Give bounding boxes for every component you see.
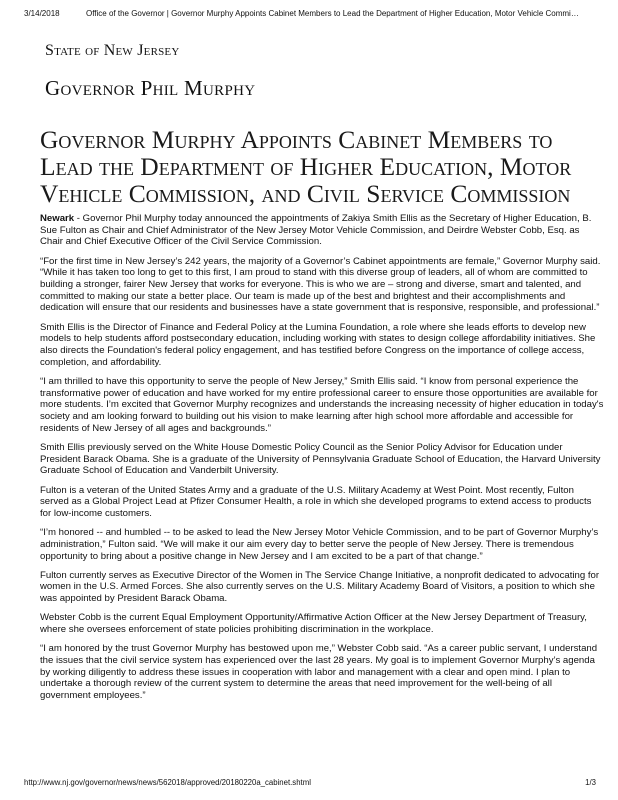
paragraph-governor-quote: “For the first time in New Jersey’s 242 years, the majority of a Governor’s Cabinet appointments are female,” Governor Murphy said. “While it has taken too long to get to this first, I am proud to stand with this diverse group of leaders, all of whom are committed to building a stronger, fairer New Jersey that works for everyone. This is who we are – strong and diverse, smart and talented, and committed to making our state a better place. Our team is made up of the best and brightest and their accomplishments and dedication will ensure that our residents and businesses have a state government that is responsive, responsible, and professional.”	[40, 255, 601, 314]
paragraph-fulton-bio: Fulton is a veteran of the United States Army and a graduate of the U.S. Military Academy at West Point. Most recently, Fulton served as a Global Project Lead at Pfizer Consumer Health, a role in which she developed programs to extend access to products for low-income customers.	[40, 484, 592, 519]
intro-text: - Governor Phil Murphy today announced the appointments of Zakiya Smith Ellis as the Secretary of Higher Education, B. Sue Fulton as Chair and Chief Administrator of the New Jersey Motor Vehicle Commission, and Deirdre Webster Cobb, Esq. as Chair and Chief Executive Officer of the Civil Service Commission.	[40, 213, 592, 248]
print-footer	[24, 778, 604, 788]
article-headline: Governor Murphy Appoints Cabinet Members to Lead the Department of Higher Education, Motor Vehicle Commission, and Civil Service Commission	[40, 125, 572, 208]
paragraph-smith-ellis-background: Smith Ellis previously served on the White House Domestic Policy Council as the Senior Policy Advisor for Education under President Barack Obama. She is a graduate of the University of Pennsylvania Graduate School of Education, the Harvard University Graduate School of Education and Vanderbilt University.	[40, 441, 601, 477]
page-number: 1/3	[585, 778, 596, 787]
paragraph-fulton-quote: “I’m honored -- and humbled -- to be asked to lead the New Jersey Motor Vehicle Commission, and to be part of Governor Murphy’s administration,” Fulton said. “We will make it our aim every day to better serve the people of New Jersey. There is tremendous opportunity to bring about a positive change in New Jersey and I am excited to be a part of that change.”	[40, 527, 599, 562]
intro-paragraph	[40, 213, 605, 248]
governor-name-link[interactable]: Governor Phil Murphy	[45, 76, 256, 100]
paragraph-webster-cobb-bio: Webster Cobb is the current Equal Employment Opportunity/Affirmative Action Officer at the New Jersey Department of Treasury, where she oversees enforcement of state policies prohibiting discrimination in the workplace.	[40, 612, 587, 636]
state-of-new-jersey-link[interactable]: State of New Jersey	[45, 42, 180, 59]
paragraph-smith-ellis-quote: “I am thrilled to have this opportunity to serve the people of New Jersey,” Smith Ellis said. “I know from personal experience the transformative power of education and have worked for my entire professional career to ensure those opportunities are available for more students. I’m excited that Governor Murphy recognizes and understands the increasing necessity of higher education in today's society and am looking forward to building out his vision to make learning after high school more affordable and accessible for residents of New Jersey of all ages and backgrounds.”	[40, 375, 604, 434]
paragraph-fulton-service: Fulton currently serves as Executive Director of the Women in The Service Change Initiative, a nonprofit dedicated to advocating for women in the U.S. Armed Forces. She also currently serves on the U.S. Military Academy Board of Visitors, a position to which she was appointed by President Barack Obama.	[40, 569, 600, 605]
paragraph-webster-cobb-quote: “I am honored by the trust Governor Murphy has bestowed upon me,” Webster Cobb said. “As a career public servant, I understand the issues that the civil service system has experienced over the last 28 years. My goal is to implement Governor Murphy’s agenda by working diligently to address these issues in cooperation with labor and management with a clear and open mind. I plan to undertake a thorough review of the current system to determine the areas that need improvement for the well-being of all government employees.”	[40, 643, 598, 702]
dateline: Newark	[40, 213, 75, 224]
print-date: 3/14/2018	[24, 9, 60, 18]
paragraph-smith-ellis-bio: Smith Ellis is the Director of Finance and Federal Policy at the Lumina Foundation, a role where she leads efforts to develop new models to help students afford postsecondary education, including working with states to design college affordability initiatives. She also directs the Foundation's federal policy engagement, and has testified before Congress on the importance of college access, completion, and affordability.	[40, 321, 596, 368]
print-page-title: Office of the Governor | Governor Murphy Appoints Cabinet Members to Lead the Department of Higher Education, Motor Vehicle Commi…	[86, 9, 579, 18]
article-body	[40, 213, 605, 709]
page-url[interactable]: http://www.nj.gov/governor/news/news/562018/approved/20180220a_cabinet.shtml	[24, 778, 311, 787]
print-header	[24, 9, 604, 19]
